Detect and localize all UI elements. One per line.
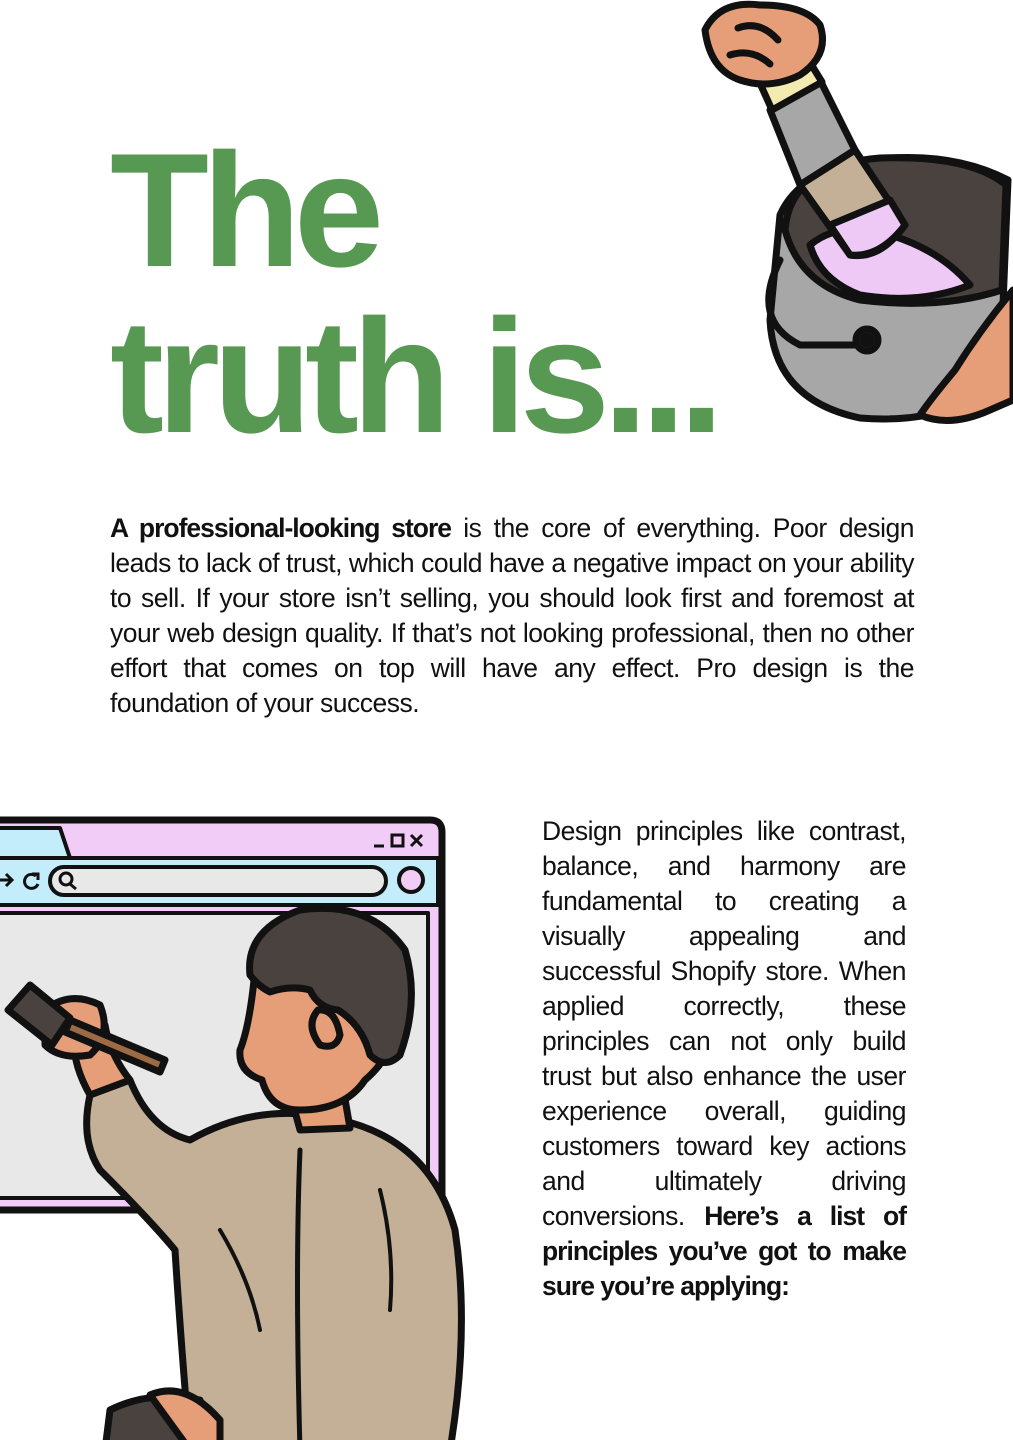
- headline: [110, 120, 717, 467]
- intro-bold-lead: A professional-looking store: [110, 513, 452, 543]
- paint-bucket-with-brush-icon: [690, 0, 1013, 440]
- principles-text: Design principles like contrast, balance, and harmony are fundamental to creating a visually appealing and successful Shopify store. When applied correctly, these principles can not only build trust but also enhance the user experience overall, guiding customers toward key actions and ultimately driving conversions.: [542, 816, 906, 1231]
- man-painting-browser-window-icon: [0, 810, 480, 1440]
- headline-line-1: The: [110, 120, 378, 301]
- intro-paragraph: [110, 511, 914, 721]
- intro-text: is the core of everything. Poor design leads to lack of trust, which could have a negative impact on your ability to sell. If your store isn’t selling, you should look first and foremost at your web design quality. If that’s not looking professional, then no other effort that comes on top will have any effect. Pro design is the foundation of your success.: [110, 513, 915, 718]
- principles-bold-tail: Here’s a list of principles you’ve got to make sure you’re applying:: [542, 1201, 906, 1301]
- headline-line-2: truth is...: [110, 286, 717, 467]
- principles-paragraph: [542, 814, 906, 1304]
